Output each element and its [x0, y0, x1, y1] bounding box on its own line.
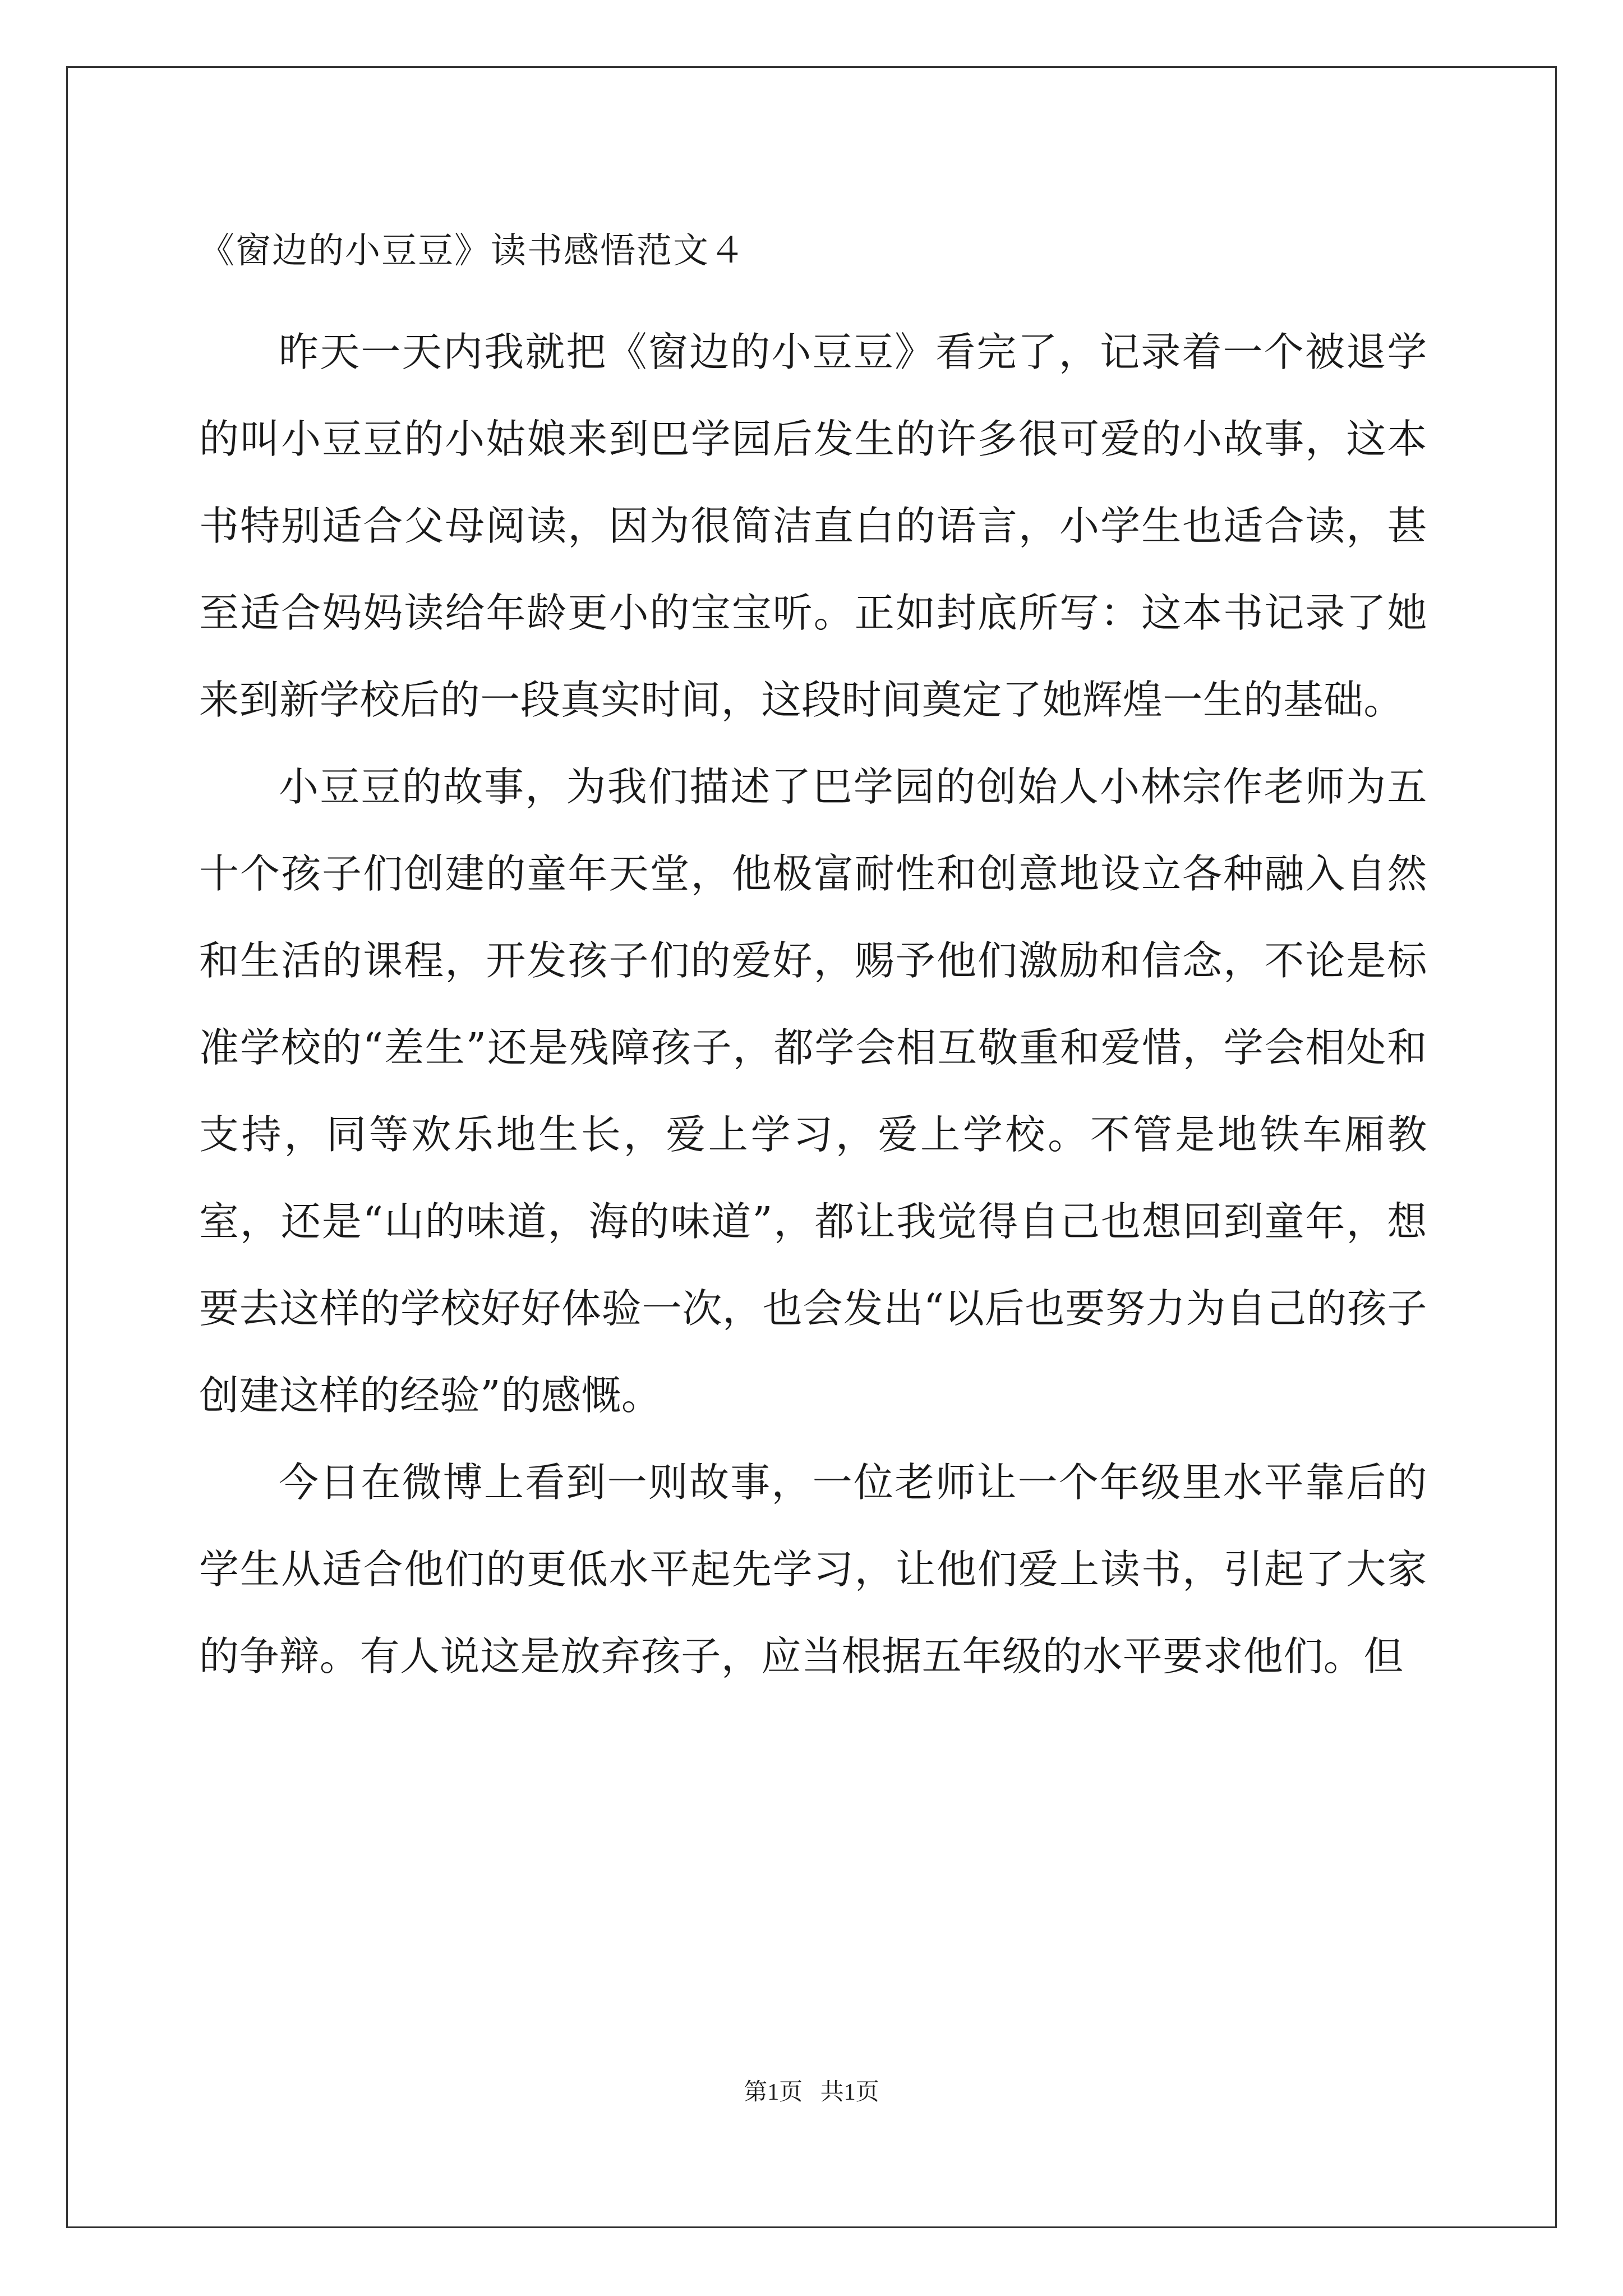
paragraph-1: 昨天一天内我就把《窗边的小豆豆》看完了，记录着一个被退学的叫小豆豆的小姑娘来到巴学园后发生的许多很可爱的小故事，这本书特别适合父母阅读，因为很简洁直白的语言，小学生也适合读，甚至适合妈妈读给年龄更小的宝宝听。正如封底所写：这本书记录了她来到新学校后的一段真实时间，这段时间奠定了她辉煌一生的基础。	[199, 329, 1427, 723]
page-number-footer: 第1页 共1页	[744, 2079, 879, 2105]
paragraph-3: 今日在微博上看到一则故事，一位老师让一个年级里水平靠后的学生从适合他们的更低水平起先学习，让他们爱上读书，引起了大家的争辩。有人说这是放弃孩子，应当根据五年级的水平要求他们。但	[199, 1459, 1427, 1680]
document-title: 《窗边的小豆豆》读书感悟范文４	[199, 230, 746, 271]
paragraph-2: 小豆豆的故事，为我们描述了巴学园的创始人小林宗作老师为五十个孩子们创建的童年天堂，他极富耐性和创意地设立各种融入自然和生活的课程，开发孩子们的爱好，赐予他们激励和信念，不论是标准学校的“差生”还是残障孩子，都学会相互敬重和爱惜，学会相处和支持，同等欢乐地生长，爱上学习，爱上学校。不管是地铁车厢教室，还是“山的味道，海的味道”，都让我觉得自己也想回到童年，想要去这样的学校好好体验一次，也会发出“以后也要努力为自己的孩子创建这样的经验”的感慨。	[199, 763, 1427, 1419]
document-body	[199, 222, 1427, 1700]
